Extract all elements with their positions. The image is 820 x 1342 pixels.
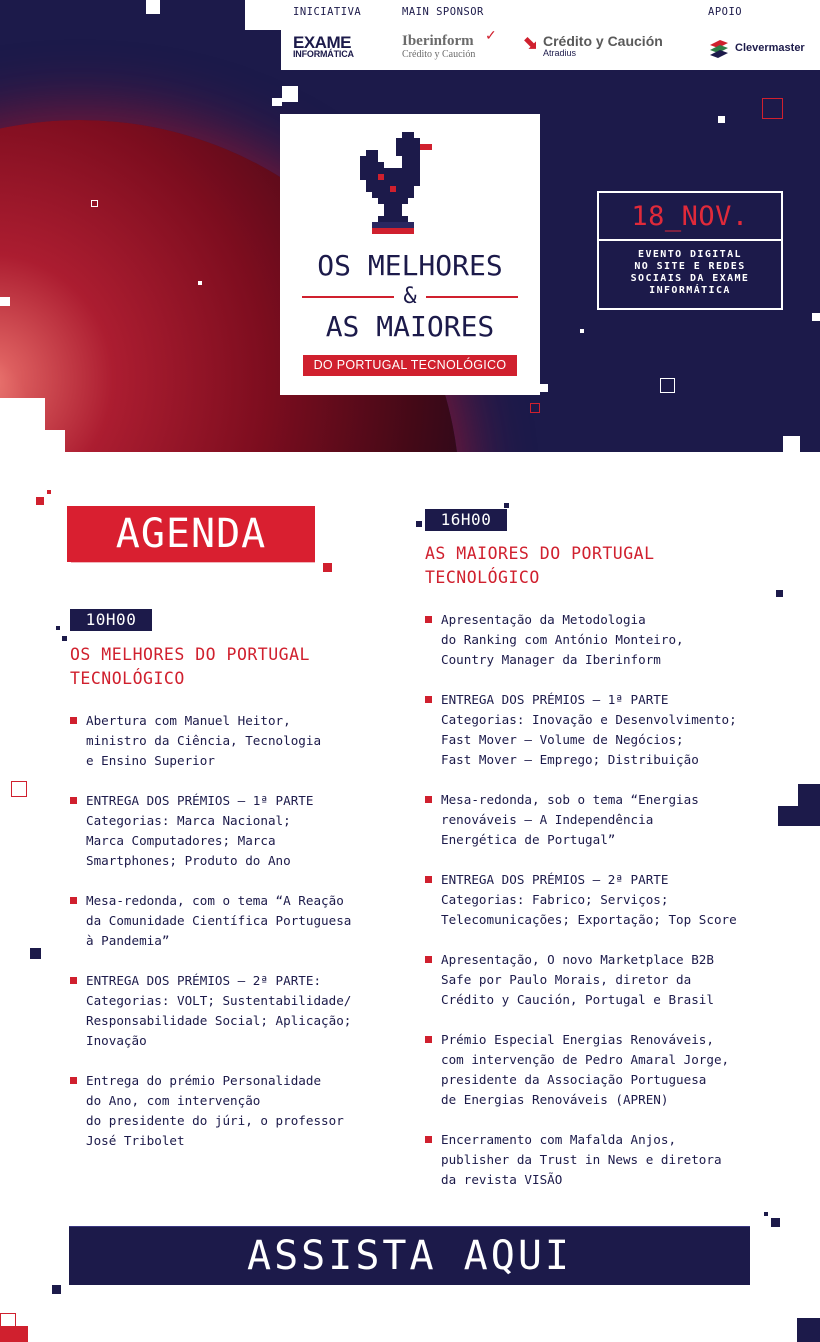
- agenda-item-line: do Ranking com António Monteiro,: [441, 632, 684, 647]
- decor-square: [11, 781, 27, 797]
- agenda-heading: AGENDA: [67, 506, 315, 562]
- rooster-icon: [360, 132, 432, 234]
- agenda-item-line: Prémio Especial Energias Renováveis,: [441, 1032, 714, 1047]
- section-title-line: TECNOLÓGICO: [425, 568, 540, 587]
- decor-square: [0, 398, 45, 452]
- agenda-item-line: do Ano, com intervenção: [86, 1093, 261, 1108]
- iniciativa-label: INICIATIVA: [293, 6, 362, 18]
- section-title-maiores: [425, 542, 655, 590]
- event-description-line: EVENTO DIGITAL: [638, 249, 742, 260]
- decor-square: [530, 403, 540, 413]
- agenda-item-line: Entrega do prémio Personalidade: [86, 1073, 322, 1088]
- decor-square: [47, 490, 51, 494]
- agenda-item-line: renováveis – A Independência: [441, 812, 654, 827]
- decor-square: [323, 563, 332, 572]
- decor-square: [718, 116, 725, 123]
- agenda-item: [70, 1071, 344, 1151]
- agenda-item-line: Energética de Portugal”: [441, 832, 616, 847]
- agenda-item: [70, 891, 351, 951]
- decor-square: [45, 430, 65, 452]
- decor-square: [416, 521, 422, 527]
- credito-logo-line2: Atradius: [543, 48, 577, 58]
- section-title-line: OS MELHORES DO PORTUGAL: [70, 645, 310, 664]
- event-description-line: INFORMÁTICA: [649, 285, 731, 296]
- agenda-item: [70, 971, 351, 1051]
- decor-square: [56, 626, 60, 630]
- title-rule-right: [426, 296, 518, 298]
- agenda-item-line: da revista VISÃO: [441, 1172, 563, 1187]
- exame-informatica-logo[interactable]: [293, 34, 373, 59]
- agenda-item-line: Inovação: [86, 1033, 147, 1048]
- decor-square: [783, 436, 800, 452]
- event-title-line1: OS MELHORES: [317, 249, 503, 282]
- agenda-item-line: Apresentação, O novo Marketplace B2B: [441, 952, 714, 967]
- agenda-item-line: ENTREGA DOS PRÉMIOS – 1ª PARTE: [86, 793, 314, 808]
- agenda-item-line: Categorias: Marca Nacional;: [86, 813, 291, 828]
- agenda-item: [425, 610, 684, 670]
- iberinform-swoosh-icon: ✓: [485, 29, 497, 44]
- agenda-item: [425, 1030, 729, 1110]
- agenda-item-line: Categorias: VOLT; Sustentabilidade/: [86, 993, 352, 1008]
- agenda-item-line: Smartphones; Produto do Ano: [86, 853, 291, 868]
- decor-square: [580, 329, 584, 333]
- decor-square: [30, 948, 41, 959]
- agenda-item-line: Categorias: Inovação e Desenvolvimento;: [441, 712, 737, 727]
- agenda-item-line: ENTREGA DOS PRÉMIOS – 2ª PARTE: [441, 872, 669, 887]
- agenda-item: [70, 791, 313, 871]
- event-description-line: SOCIAIS DA EXAME: [630, 273, 750, 284]
- agenda-item-line: ENTREGA DOS PRÉMIOS – 2ª PARTE:: [86, 973, 322, 988]
- agenda-item-line: presidente da Associação Portuguesa: [441, 1072, 707, 1087]
- agenda-item-line: Safe por Paulo Morais, diretor da: [441, 972, 692, 987]
- time-tag-morning: 10H00: [70, 609, 152, 631]
- agenda-item-line: Encerramento com Mafalda Anjos,: [441, 1132, 677, 1147]
- clevermaster-mark-icon: [708, 37, 730, 59]
- main-sponsor-label: MAIN SPONSOR: [402, 6, 484, 18]
- decor-square: [798, 784, 820, 806]
- decor-square: [272, 98, 282, 106]
- decor-square: [0, 1326, 28, 1342]
- decor-square: [504, 503, 509, 508]
- agenda-item: [425, 950, 714, 1010]
- agenda-item-line: Marca Computadores; Marca: [86, 833, 276, 848]
- section-title-melhores: [70, 643, 310, 691]
- agenda-item-line: Fast Mover – Volume de Negócios;: [441, 732, 684, 747]
- agenda-item-line: Crédito y Caución, Portugal e Brasil: [441, 992, 714, 1007]
- event-date: 18_NOV.: [631, 201, 749, 232]
- clevermaster-wordmark: Clevermaster: [735, 42, 805, 54]
- decor-square: [52, 1285, 61, 1294]
- section-title-line: AS MAIORES DO PORTUGAL: [425, 544, 655, 563]
- event-description-line: NO SITE E REDES: [634, 261, 746, 272]
- agenda-item-line: Responsabilidade Social; Aplicação;: [86, 1013, 352, 1028]
- agenda-item-line: Fast Mover – Emprego; Distribuição: [441, 752, 699, 767]
- agenda-item: [425, 690, 737, 770]
- decor-square: [0, 297, 10, 306]
- decor-square: [778, 806, 820, 826]
- time-tag-afternoon: 16H00: [425, 509, 507, 531]
- section-title-line: TECNOLÓGICO: [70, 669, 185, 688]
- event-title-ampersand: &: [403, 284, 417, 309]
- agenda-item-line: Mesa-redonda, sob o tema “Energias: [441, 792, 699, 807]
- agenda-item-line: Mesa-redonda, com o tema “A Reação: [86, 893, 344, 908]
- agenda-item-line: Country Manager da Iberinform: [441, 652, 661, 667]
- credito-y-caucion-logo[interactable]: [523, 34, 663, 58]
- iberinform-logo[interactable]: [402, 29, 497, 60]
- decor-square: [245, 0, 281, 30]
- agenda-item-line: José Tribolet: [86, 1133, 185, 1148]
- decor-square: [62, 636, 67, 641]
- event-subtitle-tag: DO PORTUGAL TECNOLÓGICO: [303, 355, 517, 376]
- decor-square: [91, 200, 98, 207]
- event-title-card: [280, 114, 540, 395]
- agenda-item: [425, 790, 699, 850]
- date-divider: [599, 239, 781, 241]
- decor-square: [540, 384, 548, 392]
- agenda-item-line: publisher da Trust in News e diretora: [441, 1152, 722, 1167]
- watch-here-button[interactable]: ASSISTA AQUI: [69, 1227, 750, 1285]
- agenda-item: [425, 870, 737, 930]
- decor-square: [198, 281, 202, 285]
- agenda-item-line: Apresentação da Metodologia: [441, 612, 646, 627]
- decor-square: [762, 98, 783, 119]
- agenda-item-line: à Pandemia”: [86, 933, 170, 948]
- credito-logo-line1: Crédito y Caución: [543, 33, 663, 49]
- exame-logo-line2: INFORMÁTICA: [293, 49, 354, 59]
- decor-square: [764, 1212, 768, 1216]
- apoio-label: APOIO: [708, 6, 743, 18]
- iberinform-logo-line1: Iberinform: [402, 33, 474, 49]
- event-date-box: [597, 191, 783, 310]
- agenda-item-line: Telecomunicações; Exportação; Top Score: [441, 912, 737, 927]
- hero-banner: [0, 0, 820, 452]
- agenda-item-line: da Comunidade Científica Portuguesa: [86, 913, 352, 928]
- credito-arrow-icon: ⬊: [523, 33, 539, 53]
- exame-logo-line1: EXAME: [293, 33, 351, 52]
- decor-square: [771, 1218, 780, 1227]
- agenda-item-line: e Ensino Superior: [86, 753, 215, 768]
- agenda-item-line: ENTREGA DOS PRÉMIOS – 1ª PARTE: [441, 692, 669, 707]
- event-description: [607, 249, 773, 297]
- iberinform-logo-line2: Crédito y Caución: [402, 49, 476, 60]
- agenda-item-line: Categorias: Fabrico; Serviços;: [441, 892, 669, 907]
- agenda-item-line: com intervenção de Pedro Amaral Jorge,: [441, 1052, 730, 1067]
- agenda-item-line: do presidente do júri, o professor: [86, 1113, 344, 1128]
- agenda-item: [425, 1130, 722, 1190]
- decor-square: [36, 497, 44, 505]
- decor-square: [146, 0, 160, 14]
- sponsor-bar: [281, 0, 820, 70]
- agenda-item-line: de Energias Renováveis (APREN): [441, 1092, 669, 1107]
- decor-square: [660, 378, 675, 393]
- decor-square: [776, 590, 783, 597]
- decor-square: [282, 86, 298, 102]
- agenda-item: [70, 711, 321, 771]
- agenda-item-line: Abertura com Manuel Heitor,: [86, 713, 291, 728]
- agenda-item-line: ministro da Ciência, Tecnologia: [86, 733, 322, 748]
- decor-square: [812, 313, 820, 321]
- event-title-line2: AS MAIORES: [325, 310, 495, 343]
- decor-square: [797, 1318, 820, 1342]
